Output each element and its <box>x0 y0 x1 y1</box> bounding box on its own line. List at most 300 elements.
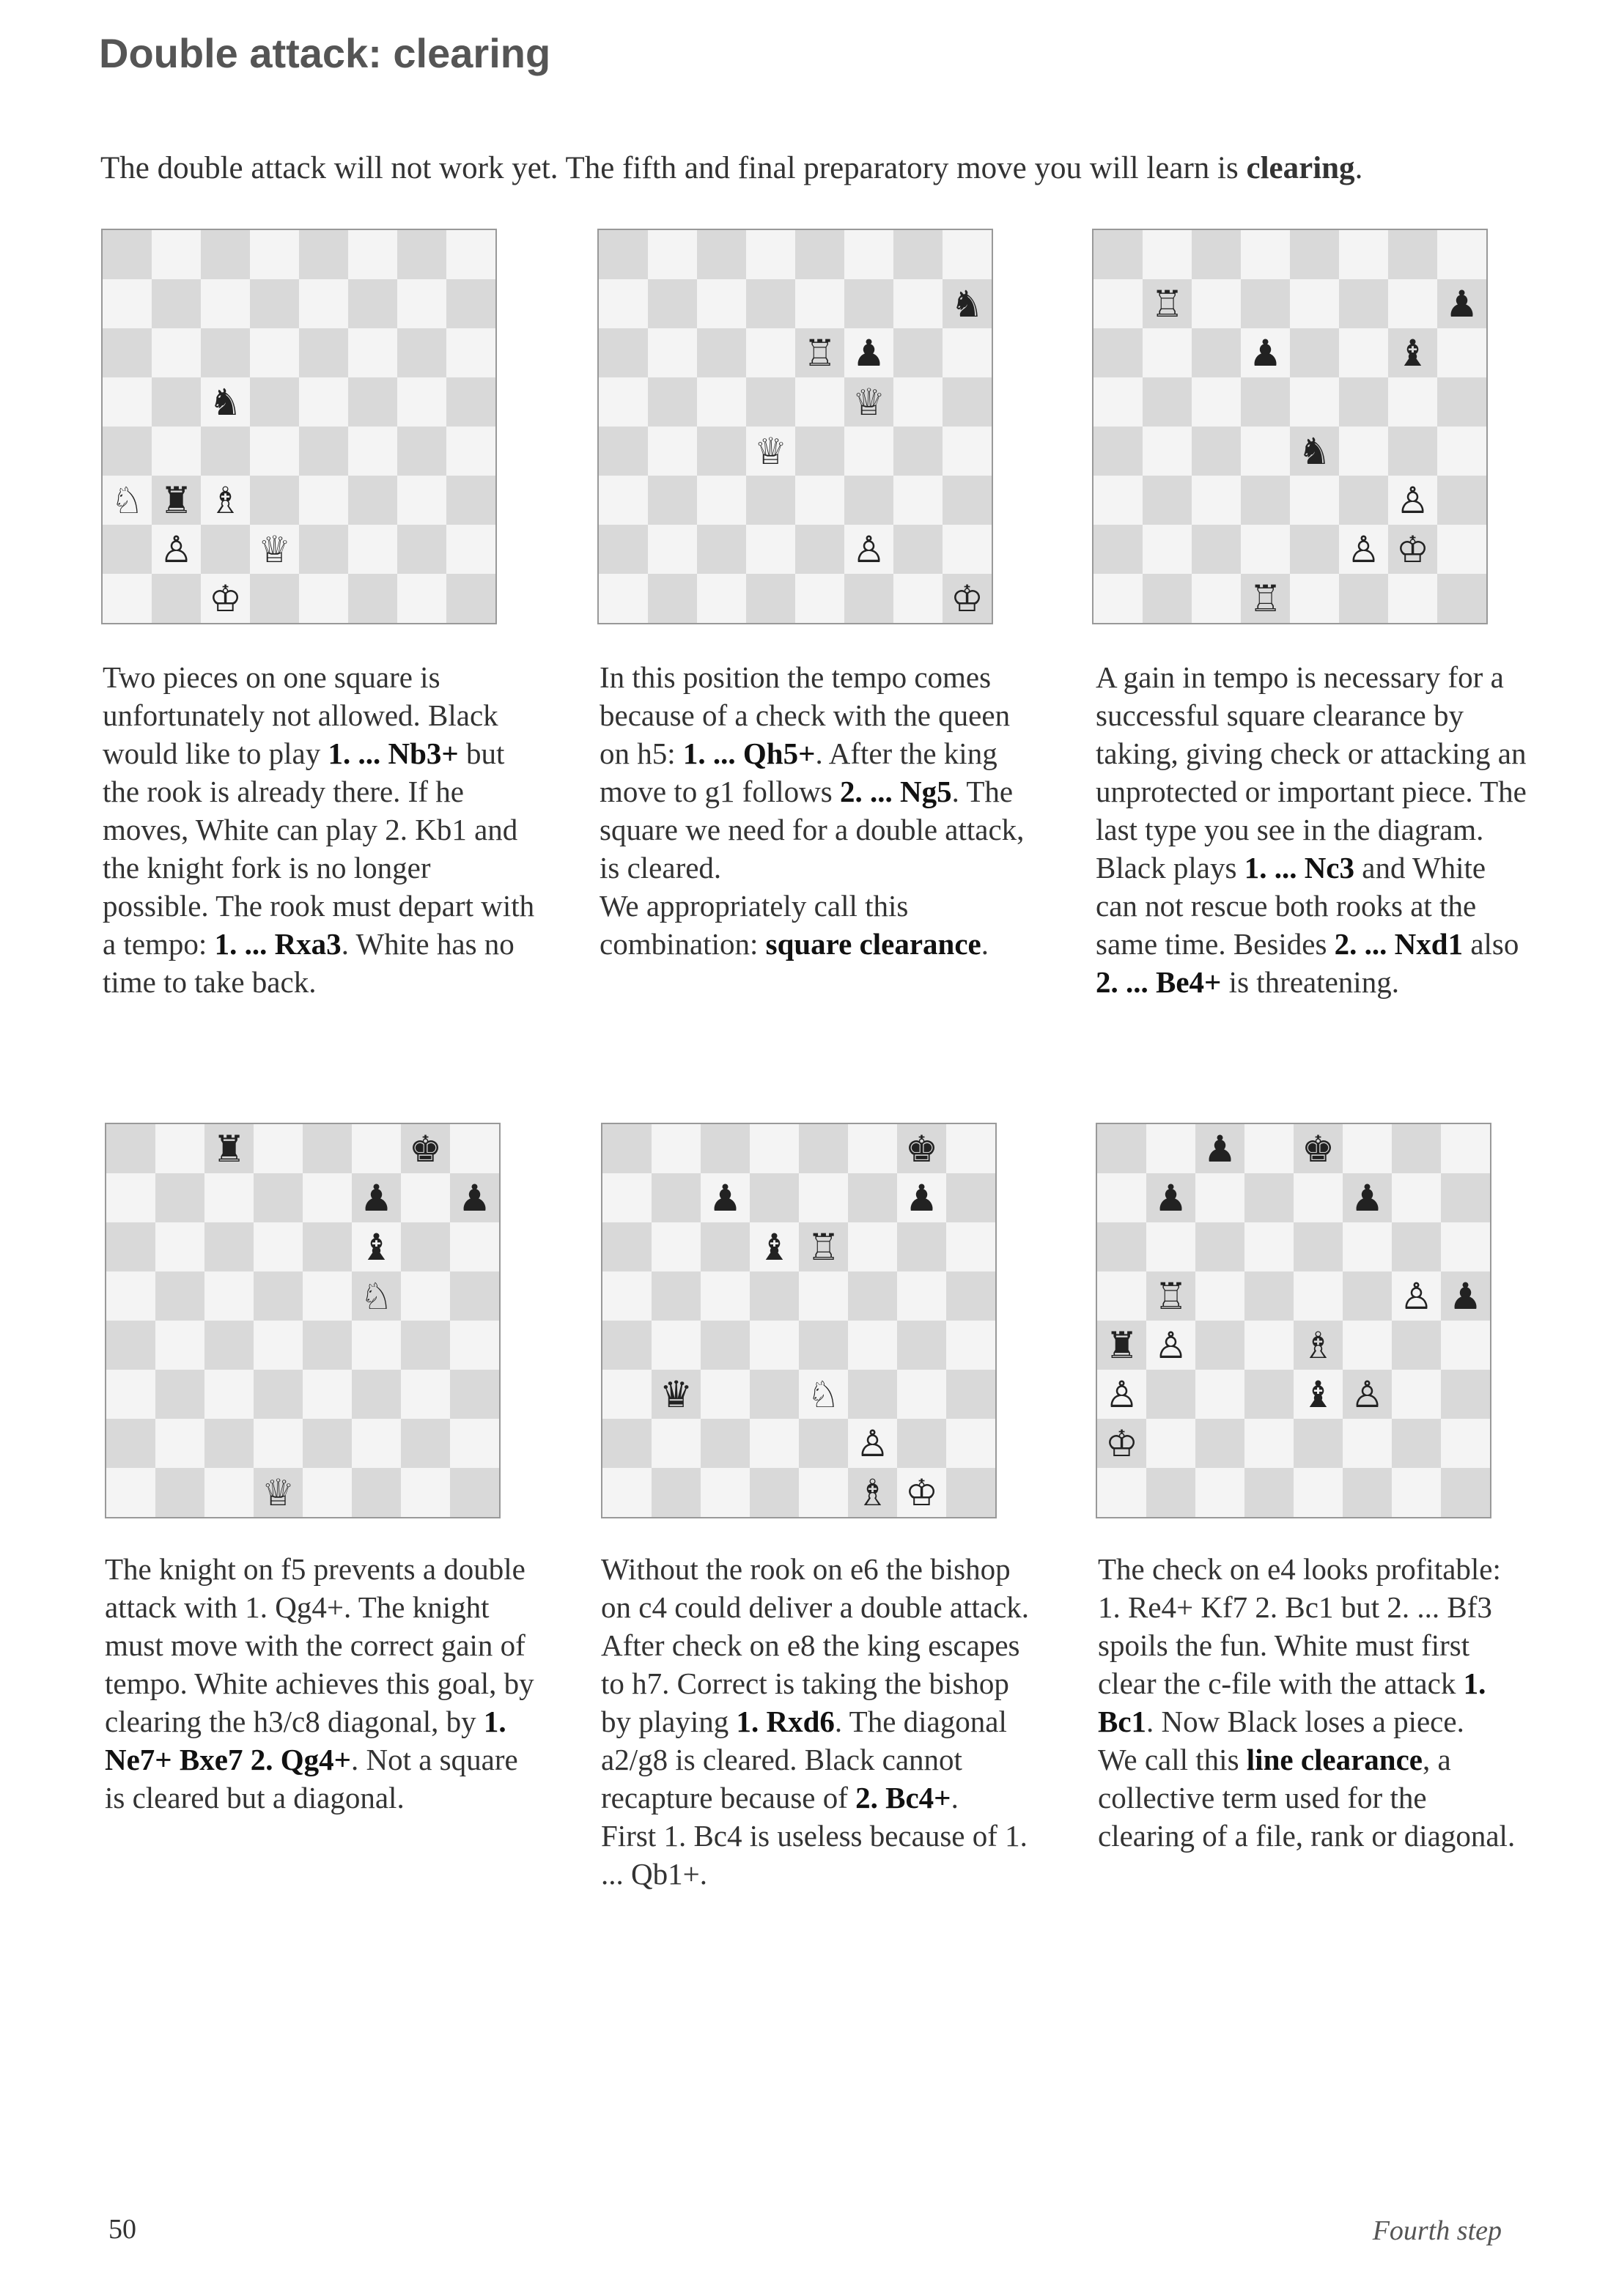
caption-move: 1. Rxd6 <box>736 1705 835 1738</box>
board-square <box>648 574 697 623</box>
board-square <box>250 427 299 476</box>
board-square <box>648 427 697 476</box>
board-square <box>1241 525 1290 574</box>
caption-move: 1. ... Nb3+ <box>328 737 459 770</box>
chess-piece: ♟ <box>1154 1176 1187 1219</box>
board-square <box>204 1370 254 1419</box>
board-square <box>397 377 446 427</box>
board-square <box>701 1124 750 1173</box>
board-square <box>943 427 992 476</box>
chess-piece: ♝ <box>758 1225 791 1269</box>
board-square <box>1146 1468 1195 1517</box>
board-square <box>946 1370 995 1419</box>
board-square <box>201 574 250 623</box>
board-square <box>401 1222 450 1271</box>
board-square <box>401 1468 450 1517</box>
board-square <box>1244 1419 1294 1468</box>
board-square <box>106 1124 155 1173</box>
caption-2 <box>600 658 1032 963</box>
board-square <box>1294 1222 1343 1271</box>
chess-diagram-6 <box>1096 1123 1491 1518</box>
board-square <box>152 279 201 328</box>
board-square <box>1146 1370 1195 1419</box>
chess-piece: ♟ <box>1249 331 1282 374</box>
board-square <box>1093 427 1143 476</box>
board-square <box>1146 1173 1195 1222</box>
board-square <box>1244 1124 1294 1173</box>
board-square <box>652 1419 701 1468</box>
board-square <box>750 1271 799 1321</box>
board-square <box>648 377 697 427</box>
board-square <box>201 230 250 279</box>
chess-piece: ♙ <box>1105 1373 1138 1416</box>
page-title: Double attack: clearing <box>99 30 551 76</box>
board-square <box>401 1321 450 1370</box>
board-square <box>1241 328 1290 377</box>
board-square <box>599 328 648 377</box>
board-square <box>750 1468 799 1517</box>
board-square <box>201 328 250 377</box>
board-square <box>1146 1124 1195 1173</box>
chess-piece: ♙ <box>1154 1324 1187 1367</box>
board-square <box>750 1321 799 1370</box>
board-square <box>701 1271 750 1321</box>
board-square <box>397 328 446 377</box>
chess-piece: ♟ <box>458 1176 491 1219</box>
board-square <box>599 574 648 623</box>
board-square <box>799 1124 848 1173</box>
board-square <box>844 377 893 427</box>
board-square <box>795 230 844 279</box>
board-square <box>746 377 795 427</box>
board-square <box>299 427 348 476</box>
caption-move: 1. ... Rxa3 <box>214 927 342 961</box>
board-square <box>1195 1419 1244 1468</box>
caption-move: 2. ... Be4+ <box>1096 965 1222 999</box>
board-square <box>450 1370 499 1419</box>
caption-text: A gain in tempo is necessary for a successful square clearance by taking, giving check or attacking an unprotected or important piece. The last type you see in the diagram. Black plays <box>1096 660 1527 885</box>
board-square <box>446 279 495 328</box>
board-square <box>352 1321 401 1370</box>
board-square <box>401 1271 450 1321</box>
board-square <box>1093 476 1143 525</box>
board-square <box>602 1173 652 1222</box>
board-square <box>943 328 992 377</box>
board-square <box>401 1124 450 1173</box>
board-square <box>1441 1271 1490 1321</box>
board-square <box>897 1222 946 1271</box>
board-square <box>303 1321 352 1370</box>
board-square <box>1441 1124 1490 1173</box>
caption-text: but the rook is already there. If he moves, White can play 2. Kb1 and the knight fork is no longer possible. The rook must depart with a tempo: <box>103 737 535 961</box>
board-square <box>204 1222 254 1271</box>
board-square <box>893 476 943 525</box>
board-square <box>1294 1124 1343 1173</box>
board-square <box>602 1124 652 1173</box>
board-square <box>943 525 992 574</box>
chess-diagram-2 <box>597 229 993 624</box>
board-square <box>897 1124 946 1173</box>
board-square <box>1192 230 1241 279</box>
board-square <box>652 1468 701 1517</box>
caption-text: First 1. Bc4 is useless because of 1. ... Qb1+. <box>601 1819 1028 1891</box>
board-square <box>446 476 495 525</box>
board-square <box>648 230 697 279</box>
board-square <box>1290 328 1339 377</box>
board-square <box>1441 1419 1490 1468</box>
board-square <box>746 427 795 476</box>
board-square <box>401 1419 450 1468</box>
chess-piece: ♞ <box>209 380 242 424</box>
board-square <box>1192 476 1241 525</box>
board-square <box>648 279 697 328</box>
chess-piece: ♔ <box>209 577 242 620</box>
board-square <box>348 230 397 279</box>
board-square <box>1093 230 1143 279</box>
board-square <box>1143 377 1192 427</box>
board-square <box>254 1419 303 1468</box>
board-square <box>652 1222 701 1271</box>
board-square <box>746 476 795 525</box>
caption-text: We call this <box>1098 1743 1247 1776</box>
caption-text: and White can not rescue both rooks at the same time. Besides <box>1096 851 1486 961</box>
caption-text: is threatening. <box>1221 965 1399 999</box>
board-square <box>450 1222 499 1271</box>
board-square <box>303 1222 352 1271</box>
board-square <box>250 328 299 377</box>
caption-text: We appropriately call this combination: <box>600 889 909 961</box>
caption-text: , a collective term used for the clearing of a file, rank or diagonal. <box>1098 1743 1516 1853</box>
caption-5 <box>601 1550 1033 1893</box>
board-square <box>799 1419 848 1468</box>
board-square <box>848 1370 897 1419</box>
board-square <box>1441 1370 1490 1419</box>
board-square <box>799 1173 848 1222</box>
board-square <box>602 1370 652 1419</box>
board-square <box>848 1271 897 1321</box>
board-square <box>1195 1271 1244 1321</box>
board-square <box>1244 1321 1294 1370</box>
board-square <box>254 1173 303 1222</box>
board-square <box>1146 1419 1195 1468</box>
board-square <box>1294 1271 1343 1321</box>
board-square <box>897 1419 946 1468</box>
board-square <box>897 1370 946 1419</box>
board-square <box>352 1173 401 1222</box>
chess-piece: ♚ <box>905 1127 938 1170</box>
board-square <box>106 1173 155 1222</box>
board-square <box>303 1419 352 1468</box>
board-square <box>750 1173 799 1222</box>
board-square <box>1290 525 1339 574</box>
board-square <box>397 476 446 525</box>
board-square <box>299 525 348 574</box>
board-square <box>106 1222 155 1271</box>
board-square <box>1441 1468 1490 1517</box>
board-square <box>1339 377 1388 427</box>
chess-piece: ♞ <box>1298 429 1331 473</box>
board-square <box>450 1271 499 1321</box>
board-square <box>1388 377 1437 427</box>
chess-piece: ♙ <box>1351 1373 1384 1416</box>
chess-piece: ♝ <box>1396 331 1429 374</box>
board-square <box>1244 1468 1294 1517</box>
board-square <box>1146 1271 1195 1321</box>
board-square <box>103 427 152 476</box>
board-square <box>946 1173 995 1222</box>
board-square <box>1392 1468 1441 1517</box>
board-square <box>697 328 746 377</box>
board-square <box>697 230 746 279</box>
board-square <box>204 1321 254 1370</box>
chess-piece: ♖ <box>1154 1274 1187 1318</box>
board-square <box>1143 427 1192 476</box>
board-square <box>1195 1173 1244 1222</box>
board-square <box>1143 230 1192 279</box>
board-square <box>1339 328 1388 377</box>
board-square <box>450 1173 499 1222</box>
chess-piece: ♙ <box>1400 1274 1433 1318</box>
board-square <box>599 525 648 574</box>
board-square <box>844 476 893 525</box>
caption-text: . <box>951 1781 959 1815</box>
board-square <box>348 328 397 377</box>
chess-diagram-3 <box>1092 229 1488 624</box>
board-square <box>250 476 299 525</box>
board-square <box>250 279 299 328</box>
chess-piece: ♚ <box>1302 1127 1335 1170</box>
board-square <box>254 1321 303 1370</box>
intro-bold-term: clearing <box>1246 151 1355 185</box>
caption-move: 2. Bc4+ <box>855 1781 951 1815</box>
board-square <box>746 574 795 623</box>
board-square <box>397 279 446 328</box>
chess-piece: ♘ <box>111 479 144 522</box>
board-square <box>204 1419 254 1468</box>
board-square <box>450 1419 499 1468</box>
board-square <box>701 1222 750 1271</box>
chess-piece: ♚ <box>409 1127 442 1170</box>
board-square <box>152 525 201 574</box>
board-square <box>599 377 648 427</box>
board-square <box>750 1419 799 1468</box>
caption-move: line clearance <box>1246 1743 1423 1776</box>
board-square <box>1437 427 1486 476</box>
chess-piece: ♗ <box>856 1471 889 1514</box>
board-square <box>1392 1271 1441 1321</box>
board-square <box>352 1124 401 1173</box>
board-square <box>799 1468 848 1517</box>
board-square <box>848 1173 897 1222</box>
board-square <box>201 279 250 328</box>
board-square <box>1339 427 1388 476</box>
board-square <box>1146 1321 1195 1370</box>
board-square <box>103 525 152 574</box>
board-square <box>103 377 152 427</box>
chess-piece: ♔ <box>905 1471 938 1514</box>
board-square <box>893 525 943 574</box>
chess-piece: ♕ <box>852 380 885 424</box>
board-square <box>1143 574 1192 623</box>
board-square <box>1093 525 1143 574</box>
board-square <box>1294 1370 1343 1419</box>
board-square <box>746 230 795 279</box>
board-square <box>1290 230 1339 279</box>
chess-piece: ♙ <box>160 528 193 571</box>
board-square <box>1294 1468 1343 1517</box>
board-square <box>250 574 299 623</box>
board-square <box>155 1321 204 1370</box>
board-square <box>1097 1173 1146 1222</box>
chess-diagram-1 <box>101 229 497 624</box>
board-square <box>946 1419 995 1468</box>
board-square <box>446 574 495 623</box>
board-square <box>152 574 201 623</box>
board-square <box>746 525 795 574</box>
chess-piece: ♟ <box>852 331 885 374</box>
board-square <box>348 525 397 574</box>
board-square <box>299 230 348 279</box>
board-square <box>1290 279 1339 328</box>
board-square <box>1339 476 1388 525</box>
board-square <box>701 1370 750 1419</box>
board-square <box>648 525 697 574</box>
board-square <box>1195 1124 1244 1173</box>
board-square <box>1192 525 1241 574</box>
chess-piece: ♝ <box>1302 1373 1335 1416</box>
board-square <box>1290 476 1339 525</box>
board-square <box>1437 377 1486 427</box>
board-square <box>1192 279 1241 328</box>
caption-3 <box>1096 658 1528 1001</box>
board-square <box>795 377 844 427</box>
board-square <box>1093 279 1143 328</box>
board-square <box>303 1370 352 1419</box>
board-square <box>1146 1222 1195 1271</box>
chess-piece: ♕ <box>258 528 291 571</box>
board-square <box>943 230 992 279</box>
board-square <box>1388 574 1437 623</box>
board-square <box>254 1468 303 1517</box>
board-square <box>1392 1419 1441 1468</box>
board-square <box>1343 1321 1392 1370</box>
board-square <box>1437 476 1486 525</box>
board-square <box>946 1271 995 1321</box>
board-square <box>348 476 397 525</box>
board-square <box>652 1124 701 1173</box>
board-square <box>1097 1222 1146 1271</box>
board-square <box>1294 1419 1343 1468</box>
board-square <box>155 1468 204 1517</box>
caption-move: square clearance <box>765 927 981 961</box>
board-square <box>401 1173 450 1222</box>
board-square <box>602 1419 652 1468</box>
board-square <box>946 1124 995 1173</box>
board-square <box>844 574 893 623</box>
board-square <box>652 1173 701 1222</box>
board-square <box>397 574 446 623</box>
board-square <box>1437 230 1486 279</box>
board-square <box>1093 377 1143 427</box>
board-square <box>848 1419 897 1468</box>
caption-text: also <box>1463 927 1519 961</box>
board-square <box>1388 230 1437 279</box>
board-square <box>799 1222 848 1271</box>
board-square <box>943 279 992 328</box>
chess-piece: ♟ <box>1445 282 1478 325</box>
chess-piece: ♟ <box>1449 1274 1482 1318</box>
caption-text: . After the king move to g1 follows <box>600 737 997 808</box>
board-square <box>697 476 746 525</box>
board-square <box>697 279 746 328</box>
board-square <box>103 279 152 328</box>
board-square <box>1441 1321 1490 1370</box>
board-square <box>648 328 697 377</box>
board-square <box>799 1370 848 1419</box>
board-square <box>893 230 943 279</box>
board-square <box>1143 476 1192 525</box>
board-square <box>795 328 844 377</box>
board-square <box>103 476 152 525</box>
board-square <box>1392 1321 1441 1370</box>
board-square <box>201 427 250 476</box>
board-square <box>844 279 893 328</box>
board-square <box>201 525 250 574</box>
board-square <box>103 574 152 623</box>
board-square <box>1437 279 1486 328</box>
chess-piece: ♘ <box>807 1373 840 1416</box>
board-square <box>1192 328 1241 377</box>
chess-piece: ♖ <box>807 1225 840 1269</box>
board-square <box>750 1222 799 1271</box>
caption-text: In this position the tempo comes because of a check with the queen on h5: <box>600 660 1011 770</box>
caption-move: 2. ... Ng5 <box>839 775 952 808</box>
board-square <box>599 427 648 476</box>
board-square <box>250 230 299 279</box>
board-square <box>446 328 495 377</box>
board-square <box>1343 1468 1392 1517</box>
board-square <box>1388 279 1437 328</box>
board-square <box>352 1370 401 1419</box>
board-square <box>599 476 648 525</box>
board-square <box>299 476 348 525</box>
board-square <box>750 1124 799 1173</box>
board-square <box>1241 230 1290 279</box>
board-square <box>155 1419 204 1468</box>
board-square <box>946 1468 995 1517</box>
board-square <box>204 1468 254 1517</box>
chess-piece: ♔ <box>1105 1422 1138 1465</box>
caption-move: 2. ... Nxd1 <box>1334 927 1464 961</box>
board-square <box>1241 377 1290 427</box>
board-square <box>348 377 397 427</box>
board-square <box>1143 525 1192 574</box>
board-square <box>155 1222 204 1271</box>
board-square <box>1339 574 1388 623</box>
caption-6 <box>1098 1550 1530 1855</box>
board-square <box>848 1124 897 1173</box>
chess-piece: ♟ <box>360 1176 393 1219</box>
board-square <box>1195 1321 1244 1370</box>
board-square <box>250 525 299 574</box>
board-square <box>1290 574 1339 623</box>
board-square <box>848 1468 897 1517</box>
board-square <box>1343 1419 1392 1468</box>
intro-end: . <box>1354 151 1363 185</box>
chess-piece: ♙ <box>852 528 885 571</box>
board-square <box>204 1124 254 1173</box>
board-square <box>697 574 746 623</box>
